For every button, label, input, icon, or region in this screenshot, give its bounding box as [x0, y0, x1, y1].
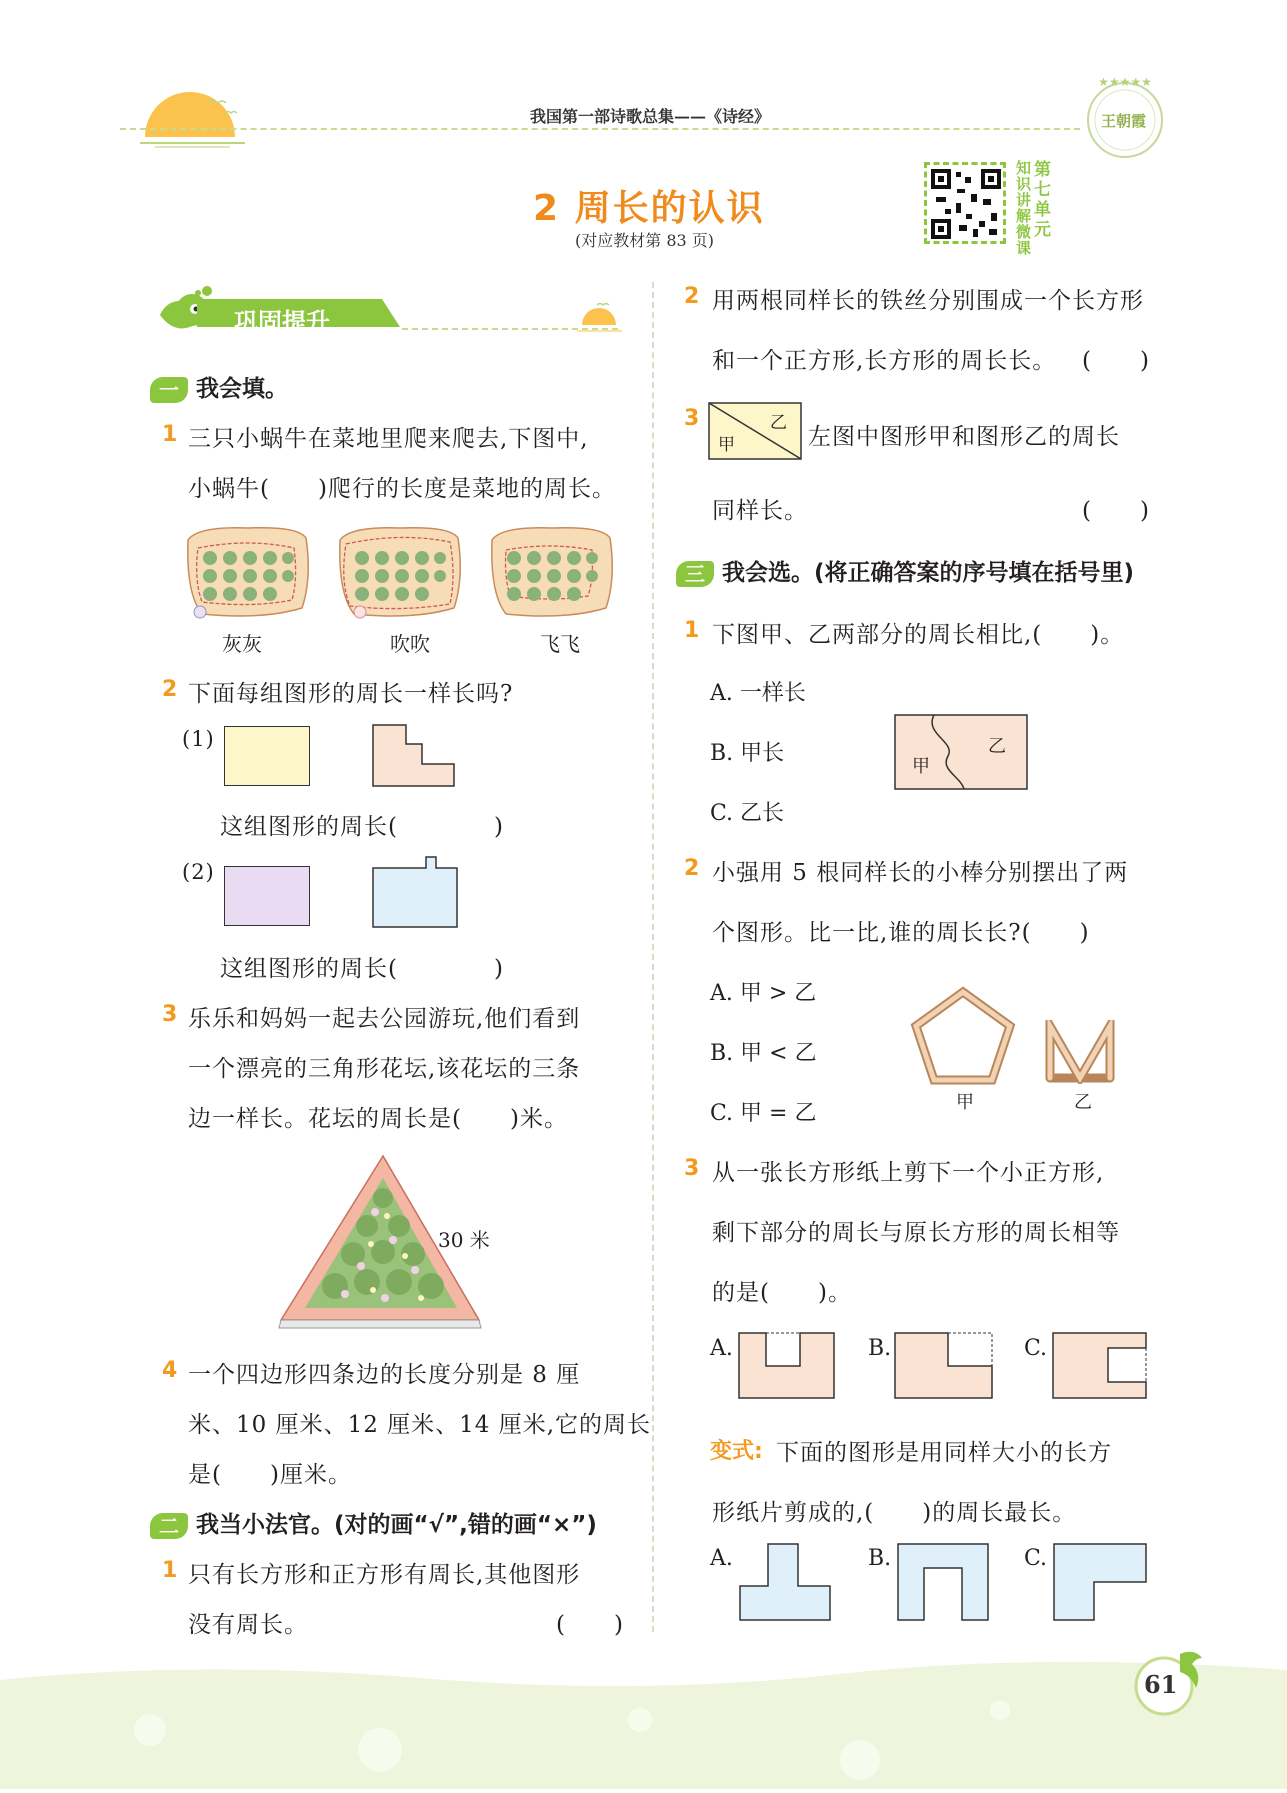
purple-rectangle [224, 866, 310, 926]
q3-1-option-a: A. 一样长 [710, 681, 806, 706]
q1-3-number: 3 [162, 1002, 178, 1027]
cut-shape-c [1052, 1332, 1148, 1404]
variant-option-b: B. [868, 1546, 892, 1571]
section-3-badge: 三 [676, 561, 714, 587]
q2-2-line2: 和一个正方形,长方形的周长长。 [712, 348, 1057, 374]
stepped-shape-peach [372, 724, 456, 792]
q1-3-line1: 乐乐和妈妈一起去公园游玩,他们看到 [188, 1006, 581, 1032]
triangle-side-label: 30 米 [438, 1228, 490, 1252]
q3-2-number: 2 [684, 856, 700, 881]
variant-option-a: A. [710, 1546, 733, 1571]
q1-2-answer1: 这组图形的周长( ) [220, 814, 504, 840]
variant-line2: 形纸片剪成的,( )的周长最长。 [712, 1500, 1077, 1526]
variant-shape-a [738, 1542, 832, 1626]
cut-shape-b [894, 1332, 994, 1404]
q3-3-number: 3 [684, 1156, 700, 1181]
split-rect-yi: 乙 [770, 413, 787, 433]
q1-1-line1: 三只小蜗牛在菜地里爬来爬去,下图中, [188, 426, 589, 452]
variant-shape-b [896, 1542, 990, 1626]
stick-m-shape [1042, 1020, 1118, 1088]
q3-3-option-c: C. [1024, 1336, 1048, 1361]
banner-label: 巩固提升 [234, 308, 330, 336]
curved-rect-yi: 乙 [988, 736, 1006, 757]
q3-1-option-b: B. 甲长 [710, 741, 785, 766]
running-title: 我国第一部诗歌总集——《诗经》 [530, 107, 771, 126]
qr-label: 知识讲解微课 [1016, 159, 1032, 257]
qr-code[interactable] [924, 162, 1006, 244]
pentagon-label-jia: 甲 [956, 1092, 974, 1113]
q3-2-option-b: B. 甲 < 乙 [710, 1041, 817, 1066]
stick-pentagon [910, 986, 1016, 1090]
section-3-header [676, 554, 1134, 587]
q1-1-number: 1 [162, 422, 178, 447]
m-shape-label-yi: 乙 [1074, 1092, 1092, 1113]
q2-3-line1: 左图中图形甲和图形乙的周长 [808, 424, 1120, 450]
section-2-badge: 二 [150, 1513, 188, 1539]
q3-2-option-c: C. 甲 = 乙 [710, 1101, 817, 1126]
q2-1-number: 1 [162, 1558, 178, 1583]
column-divider [652, 282, 654, 1632]
sun-icon [140, 85, 250, 154]
variant-option-c: C. [1024, 1546, 1048, 1571]
page-number: 61 [1144, 1670, 1178, 1699]
q2-2-answer-paren: ( ) [1082, 348, 1150, 374]
page-title: 2 周长的认识 [533, 188, 765, 229]
q1-4-line3: 是( )厘米。 [188, 1462, 352, 1488]
section-3-title: 我会选。(将正确答案的序号填在括号里) [722, 560, 1135, 586]
q1-4-line1: 一个四边形四条边的长度分别是 8 厘 [188, 1362, 581, 1388]
q2-1-line2: 没有周长。 [188, 1612, 308, 1638]
q1-3-line3: 边一样长。花坛的周长是( )米。 [188, 1106, 568, 1132]
section-2-title: 我当小法官。(对的画“√”,错的画“×”) [196, 1512, 597, 1538]
q1-2-answer2: 这组图形的周长( ) [220, 956, 504, 982]
split-rect-jia: 甲 [718, 435, 735, 455]
q1-1-line2: 小蜗牛( )爬行的长度是菜地的周长。 [188, 476, 616, 502]
yellow-rectangle [224, 726, 310, 786]
page-subtitle: (对应教材第 83 页) [575, 231, 715, 250]
variant-shape-c [1052, 1542, 1148, 1626]
cut-shape-a [738, 1332, 836, 1404]
q2-2-line1: 用两根同样长的铁丝分别围成一个长方形 [712, 288, 1144, 314]
q2-2-number: 2 [684, 284, 700, 309]
q3-3-line2: 剩下部分的周长与原长方形的周长相等 [712, 1220, 1120, 1246]
variant-line1: 下面的图形是用同样大小的长方 [776, 1440, 1112, 1466]
q3-3-option-b: B. [868, 1336, 892, 1361]
section-1-header [150, 370, 288, 403]
section-1-title: 我会填。 [196, 376, 288, 402]
q3-2-option-a: A. 甲 > 乙 [710, 981, 817, 1006]
q3-1-number: 1 [684, 618, 700, 643]
q3-2-line1: 小强用 5 根同样长的小棒分别摆出了两 [712, 860, 1129, 886]
q1-2-text: 下面每组图形的周长一样长吗? [188, 681, 514, 707]
q3-3-line3: 的是( )。 [712, 1280, 852, 1306]
q3-3-option-a: A. [710, 1336, 733, 1361]
variant-label: 变式: [710, 1439, 763, 1464]
curved-rect-jia: 甲 [912, 756, 930, 777]
header-rule [120, 128, 1080, 130]
q1-4-line2: 米、10 厘米、12 厘米、14 厘米,它的周长 [188, 1412, 652, 1438]
q3-1-text: 下图甲、乙两部分的周长相比,( )。 [712, 622, 1125, 648]
footer-background [0, 1660, 1287, 1793]
q2-3-answer-paren: ( ) [1082, 498, 1150, 524]
q2-1-line1: 只有长方形和正方形有周长,其他图形 [188, 1562, 581, 1588]
garden-figures [180, 520, 630, 634]
snail-name-2: 吹吹 [390, 632, 430, 656]
snail-name-1: 灰灰 [222, 632, 262, 656]
q2-3-line2: 同样长。 [712, 498, 808, 524]
section-2-header [150, 1506, 597, 1539]
q2-1-answer-paren: ( ) [556, 1612, 624, 1638]
q1-3-line2: 一个漂亮的三角形花坛,该花坛的三条 [188, 1056, 581, 1082]
logo-text: 王朝霞 [1101, 112, 1147, 130]
section-banner [152, 285, 632, 344]
q2-3-number: 3 [684, 406, 700, 431]
q1-2-group1-label: (1) [182, 727, 215, 751]
section-1-badge: 一 [150, 377, 188, 403]
svg-text:★★★★★: ★★★★★ [1098, 76, 1152, 89]
q3-2-line2: 个图形。比一比,谁的周长长?( ) [712, 920, 1090, 946]
q1-2-number: 2 [162, 677, 178, 702]
unit-label: 第七单元 [1034, 160, 1051, 240]
q1-4-number: 4 [162, 1358, 178, 1383]
q3-1-option-c: C. 乙长 [710, 801, 785, 826]
notched-shape-blue [372, 856, 458, 932]
q1-2-group2-label: (2) [182, 860, 215, 884]
snail-name-3: 飞飞 [540, 632, 580, 656]
q3-3-line1: 从一张长方形纸上剪下一个小正方形, [712, 1160, 1105, 1186]
